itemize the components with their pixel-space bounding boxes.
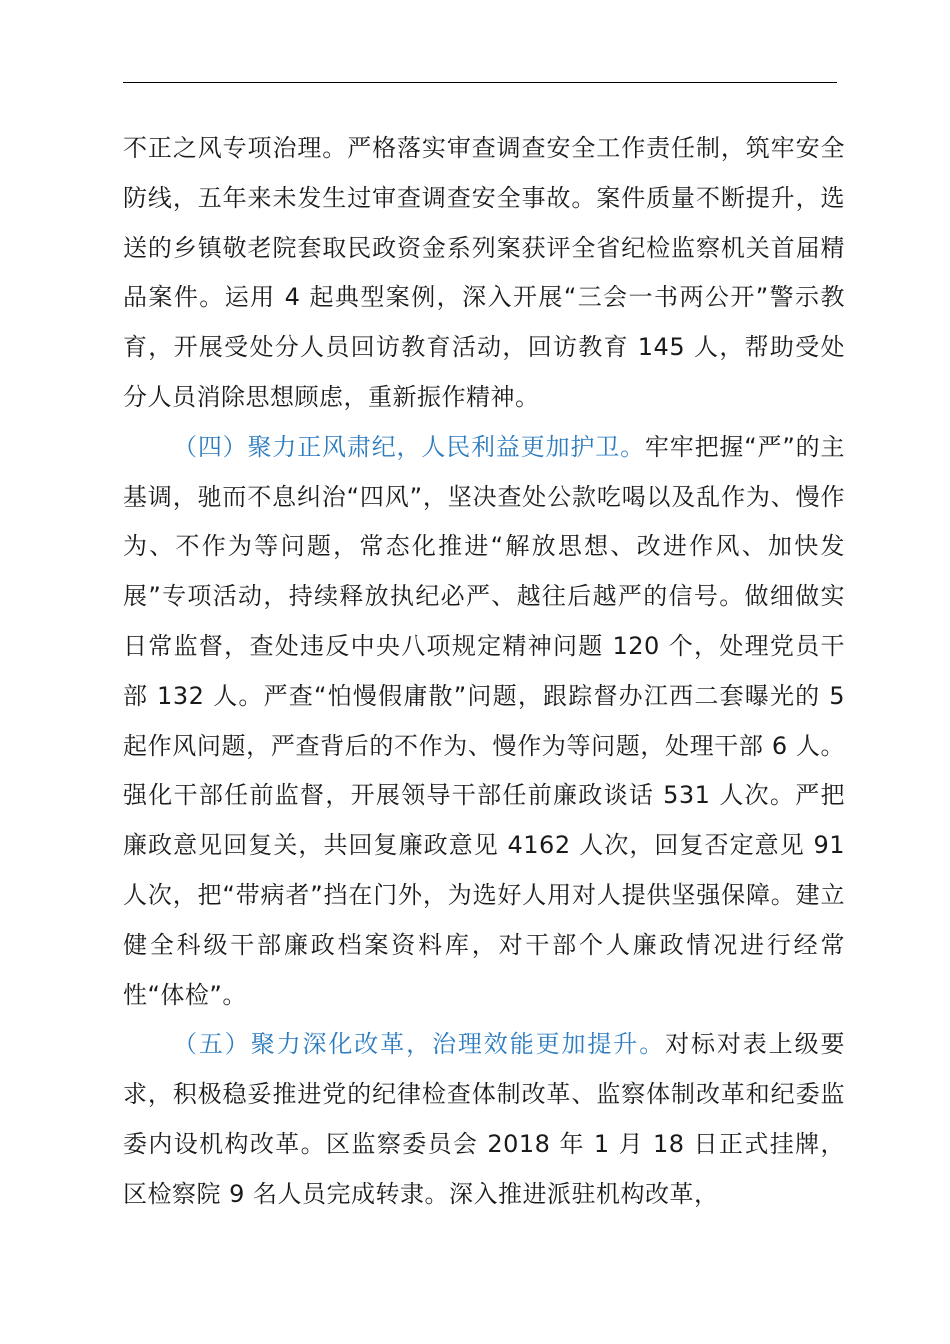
paragraph-text: 不正之风专项治理。严格落实审查调查安全工作责任制，筑牢安全防线，五年来未发生过审查调查安全事故。案件质量不断提升，选送的乡镇敬老院套取民政资金系列案获评全省纪检监察机关首届精品案件。运用 4 起典型案例，深入开展“三会一书两公开”警示教育，开展受处分人员回访教育活动，回访教育 145 人，帮助受处分人员消除思想顾虑，重新振作精神。: [123, 134, 845, 411]
paragraph-text: 牢牢把握“严”的主基调，驰而不息纠治“四风”，坚决查处公款吃喝以及乱作为、慢作为、不作为等问题，常态化推进“解放思想、改进作风、加快发展”专项活动，持续释放执纪必严、越往后越严的信号。做细做实日常监督，查处违反中央八项规定精神问题 120 个，处理党员干部 132 人。严查“怕慢假庸散”问题，跟踪督办江西二套曝光的 5 起作风问题，严查背后的不作为、慢作为等问题，处理干部 6 人。强化干部任前监督，开展领导干部任前廉政谈话 531 人次。严把廉政意见回复关，共回复廉政意见 4162 人次，回复否定意见 91 人次，把“带病者”挡在门外，为选好人用对人提供坚强保障。建立健全科级干部廉政档案资料库，对干部个人廉政情况进行经常性“体检”。: [123, 432, 845, 1009]
paragraph-continued: [123, 124, 845, 423]
section-heading: （四）聚力正风肃纪，人民利益更加护卫。: [173, 432, 645, 461]
paragraph-text: 对标对表上级要求，积极稳妥推进党的纪律检查体制改革、监察体制改革和纪委监委内设机构改革。区监察委员会 2018 年 1 月 18 日正式挂牌，区检察院 9 名人员完成转隶。深入推进派驻机构改革，: [123, 1030, 846, 1208]
section-heading: （五）聚力深化改革，治理效能更加提升。: [173, 1030, 666, 1059]
paragraph-section-4: [123, 423, 845, 1021]
paragraph-section-5: [123, 1020, 845, 1219]
header-rule: [123, 82, 837, 83]
document-body: [123, 124, 845, 1220]
